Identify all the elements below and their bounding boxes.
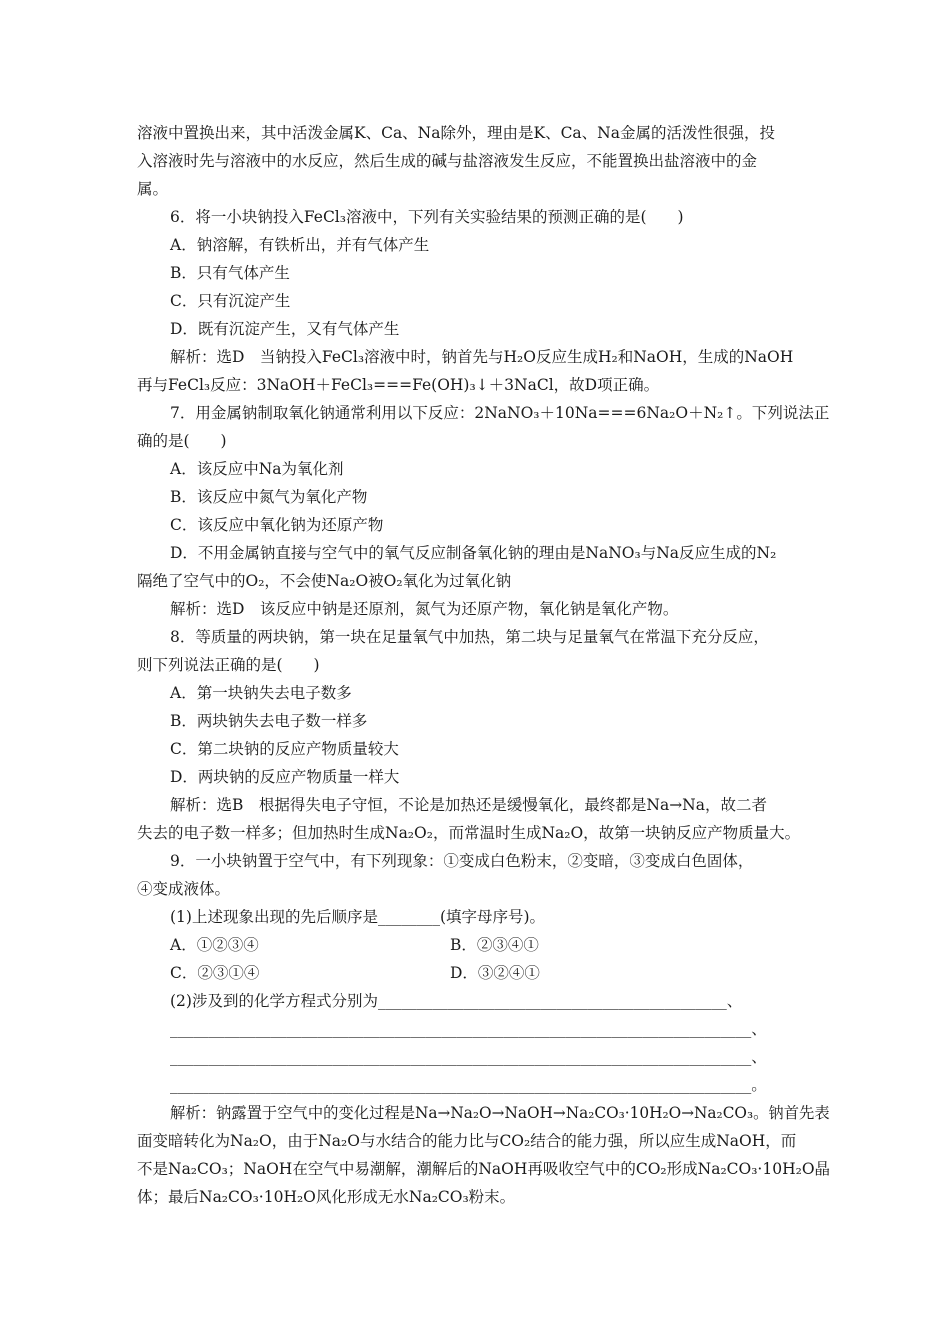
q9-option-d: D．③②④① [450,964,540,982]
q9-option-c: C．②③①④ [170,964,260,982]
q9-options-row-1 [170,935,830,955]
q9-answer-line-1: 解析：钠露置于空气中的变化过程是Na→Na₂O→NaOH→Na₂CO₃·10H₂O→Na₂CO₃。钠首先表 [170,1104,830,1122]
q8-stem-line-2: 则下列说法正确的是( ) [137,656,320,674]
intro-line-1: 溶液中置换出来，其中活泼金属K、Ca、Na除外，理由是K、Ca、Na金属的活泼性很强，投 [137,124,775,142]
q7-option-a: A．该反应中Na为氧化剂 [170,460,344,478]
q9-stem-line-2: ④变成液体。 [137,880,231,898]
q7-option-d-line-2: 隔绝了空气中的O₂，不会使Na₂O被O₂氧化为过氧化钠 [137,572,512,590]
q6-option-c: C．只有沉淀产生 [170,292,291,310]
q9-blank-line-1: ___________________________________________________________________________、 [170,1020,767,1038]
q6-option-d: D．既有沉淀产生，又有气体产生 [170,320,400,338]
q6-option-b: B．只有气体产生 [170,264,290,282]
q6-option-a: A．钠溶解，有铁析出，并有气体产生 [170,236,430,254]
q8-option-c: C．第二块钠的反应产物质量较大 [170,740,399,758]
q8-stem-line-1: 8．等质量的两块钠，第一块在足量氧气中加热，第二块与足量氧气在常温下充分反应， [170,628,769,646]
q7-option-c: C．该反应中氧化钠为还原产物 [170,516,384,534]
q7-answer: 解析：选D 该反应中钠是还原剂，氮气为还原产物，氧化钠是氧化产物。 [170,600,679,618]
intro-line-2: 入溶液时先与溶液中的水反应，然后生成的碱与盐溶液发生反应，不能置换出盐溶液中的金 [137,152,758,170]
q9-option-b: B．②③④① [450,936,539,954]
q9-stem-line-1: 9．一小块钠置于空气中，有下列现象：①变成白色粉末，②变暗，③变成白色固体， [170,852,754,870]
q7-stem-line-1: 7．用金属钠制取氧化钠通常利用以下反应：2NaNO₃＋10Na===6Na₂O＋N₂↑。下列说法正 [170,404,830,422]
q8-answer-line-2: 失去的电子数一样多；但加热时生成Na₂O₂，而常温时生成Na₂O，故第一块钠反应产物质量大。 [137,824,801,842]
q8-answer-line-1: 解析：选B 根据得失电子守恒，不论是加热还是缓慢氧化，最终都是Na→Na，故二者 [170,796,767,814]
q9-answer-line-4: 体；最后Na₂CO₃·10H₂O风化形成无水Na₂CO₃粉末。 [137,1188,516,1206]
q9-answer-line-2: 面变暗转化为Na₂O，由于Na₂O与水结合的能力比与CO₂结合的能力强，所以应生成NaOH，而 [137,1132,797,1150]
q7-option-d-line-1: D．不用金属钠直接与空气中的氧气反应制备氧化钠的理由是NaNO₃与Na反应生成的N₂ [170,544,777,562]
q7-option-b: B．该反应中氮气为氧化产物 [170,488,368,506]
q8-option-a: A．第一块钠失去电子数多 [170,684,352,702]
q6-answer-line-2: 再与FeCl₃反应：3NaOH＋FeCl₃===Fe(OH)₃↓＋3NaCl，故D项正确。 [137,376,660,394]
q9-options-row-2 [170,963,830,983]
q9-part-2: (2)涉及到的化学方程式分别为_____________________________________________、 [170,992,743,1010]
q9-part-1: (1)上述现象出现的先后顺序是________(填字母序号)。 [170,908,546,926]
q8-option-b: B．两块钠失去电子数一样多 [170,712,368,730]
q9-blank-line-3: ___________________________________________________________________________。 [170,1076,767,1094]
q9-answer-line-3: 不是Na₂CO₃；NaOH在空气中易潮解，潮解后的NaOH再吸收空气中的CO₂形成Na₂CO₃·10H₂O晶 [137,1160,831,1178]
q7-stem-line-2: 确的是( ) [137,432,227,450]
q6-answer-line-1: 解析：选D 当钠投入FeCl₃溶液中时，钠首先与H₂O反应生成H₂和NaOH，生成的NaOH [170,348,794,366]
q9-blank-line-2: ___________________________________________________________________________、 [170,1048,767,1066]
q9-option-a: A．①②③④ [170,936,259,954]
intro-line-3: 属。 [137,180,169,198]
q6-stem: 6．将一小块钠投入FeCl₃溶液中，下列有关实验结果的预测正确的是( ) [170,208,684,226]
q8-option-d: D．两块钠的反应产物质量一样大 [170,768,400,786]
